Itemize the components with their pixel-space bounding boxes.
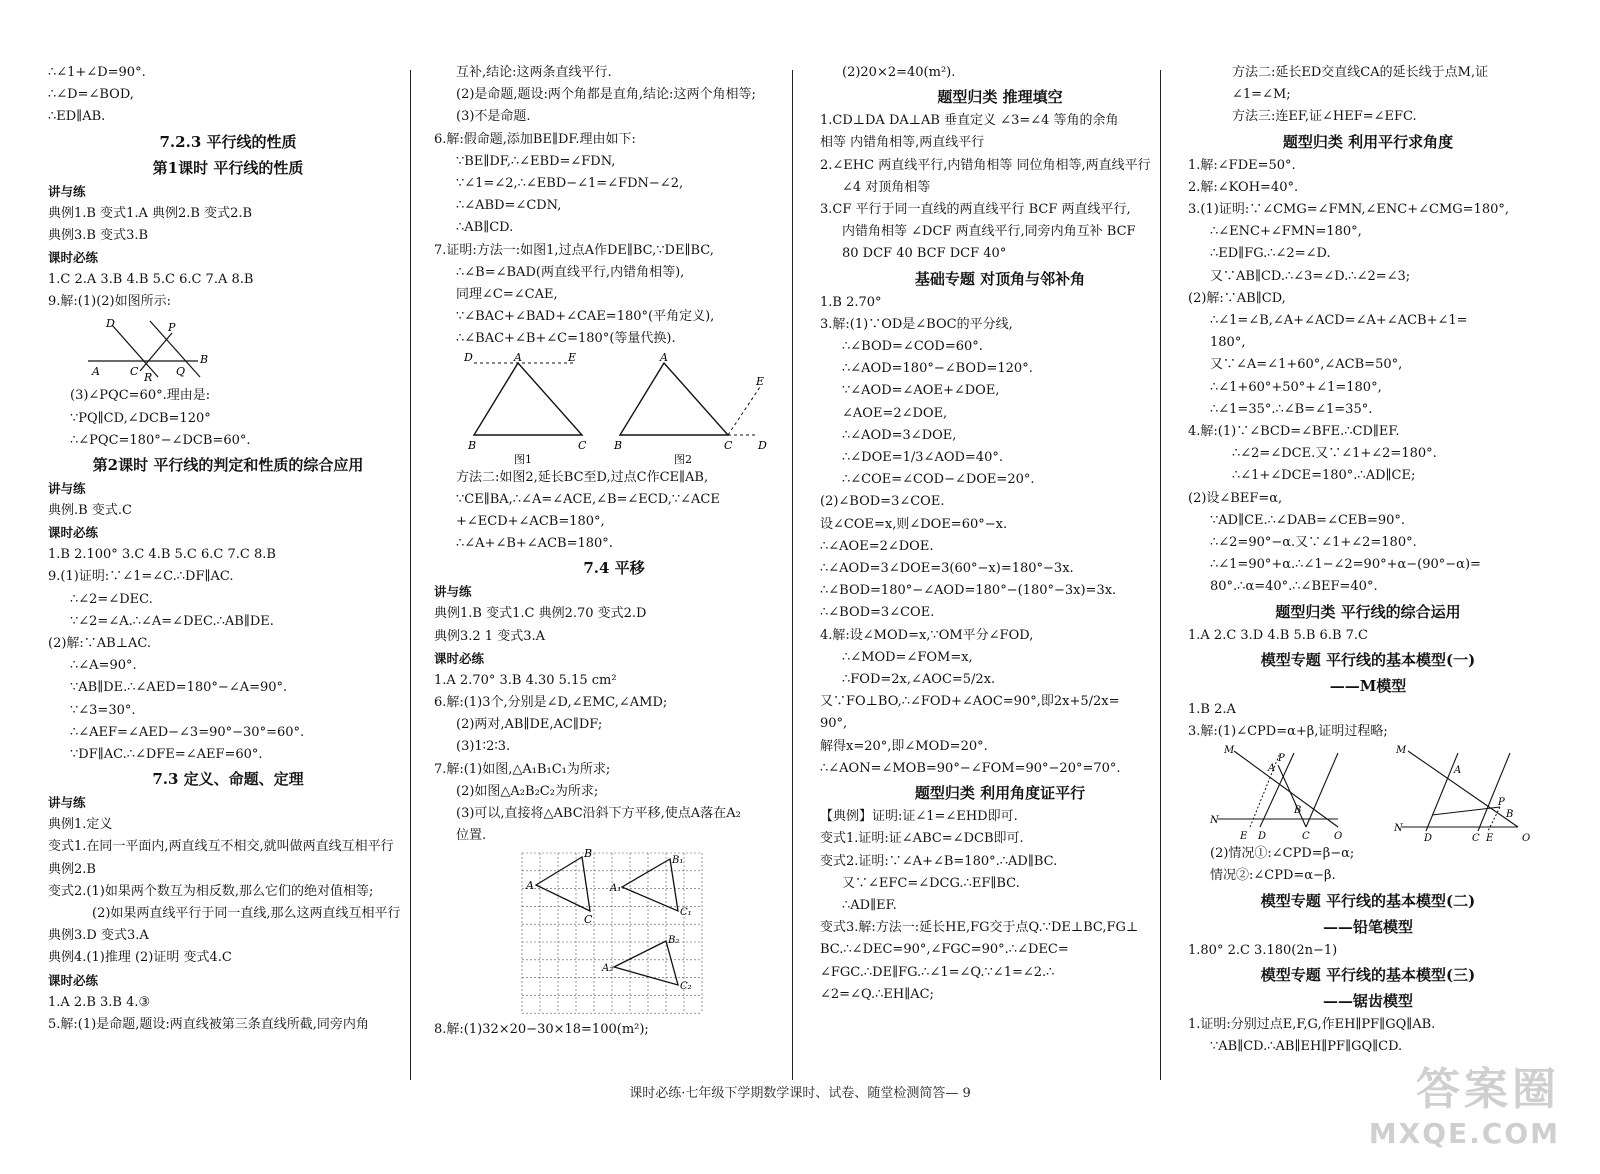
- answer-line: (2)是命题,题设:两个角都是直角,结论:这两个角相等;: [456, 87, 756, 103]
- fig1-label: B: [200, 353, 208, 367]
- fig3-label: B₂: [668, 935, 680, 947]
- fig4-label: B: [1506, 809, 1514, 821]
- answer-line: ∴∠BOD=∠COD=60°.: [842, 339, 983, 355]
- answer-line: 180°,: [1210, 335, 1246, 351]
- answer-line: 典例4.(1)推理 (2)证明 变式4.C: [48, 950, 232, 966]
- section-heading: ——锯齿模型: [1322, 991, 1413, 1010]
- answer-line: 7.证明:方法一:如图1,过点A作DE∥BC,∵DE∥BC,: [434, 242, 714, 258]
- subsection-label: 课时必练: [48, 250, 99, 266]
- section-heading: 题型归类 平行线的综合运用: [1275, 602, 1461, 621]
- answer-line: ∴∠BOD=180°−∠AOD=180°−(180°−3x)=3x.: [820, 583, 1117, 599]
- answer-line: 1.80° 2.C 3.180(2n−1): [1188, 942, 1338, 958]
- answer-line: ∵∠2=∠A.∴∠A=∠DEC.∴AB∥DE.: [70, 613, 274, 629]
- answer-line: ∴AB∥CD.: [456, 220, 514, 236]
- answer-line: ∵PQ∥CD,∠DCB=120°: [70, 410, 211, 426]
- answer-line: 变式2.证明:∵∠A+∠B=180°.∴AD∥BC.: [820, 853, 1058, 869]
- answer-line: 变式2.(1)如果两个数互为相反数,那么它们的绝对值相等;: [48, 883, 374, 899]
- answer-line: 解得x=20°,即∠MOD=20°.: [820, 738, 988, 754]
- answer-line: 1.证明:分别过点E,F,G,作EH∥PF∥GQ∥AB.: [1188, 1016, 1436, 1032]
- answer-line: (2)∠BOD=3∠COE.: [820, 494, 945, 510]
- fig2-caption: 图2: [674, 452, 692, 465]
- answer-line: ∠AOE=2∠DOE,: [842, 405, 948, 421]
- answer-line: 又∵AB∥CD.∴∠3=∠D.∴∠2=∠3;: [1210, 268, 1411, 284]
- answer-line: ∴AD∥EF.: [842, 897, 897, 913]
- answer-line: 1.解:∠FDE=50°.: [1188, 157, 1296, 173]
- fig4-label: M: [1224, 745, 1235, 757]
- answer-line: (2)解:∵AB⊥AC.: [48, 636, 151, 652]
- figure-m-model: [1188, 745, 1548, 841]
- answer-line: 内错角相等 ∠DCF 两直线平行,同旁内角互补 BCF: [842, 224, 1136, 240]
- subsection-label: 讲与练: [48, 795, 86, 811]
- answer-line: 方法三:连EF,证∠HEF=∠EFC.: [1232, 109, 1417, 125]
- fig4-label: M: [1396, 745, 1407, 757]
- answer-line: ∴∠ENC+∠FMN=180°,: [1210, 224, 1362, 240]
- fig1-label: P: [168, 321, 176, 335]
- answer-line: 变式1.在同一平面内,两直线互不相交,就叫做两直线互相平行: [48, 839, 394, 855]
- fig2-label: C: [578, 438, 587, 452]
- fig2-label: A: [514, 352, 522, 364]
- fig2-label: D: [464, 352, 473, 364]
- answer-line: (2)解:∵AB∥CD,: [1188, 290, 1286, 306]
- fig4-label: D: [1258, 831, 1267, 842]
- answer-line: 1.A 2.B 3.B 4.③: [48, 994, 151, 1010]
- answer-line: +∠ECD+∠ACB=180°,: [456, 514, 605, 530]
- answer-line: ∴∠AOD=3∠DOE=3(60°−x)=180°−3x.: [820, 561, 1074, 577]
- answer-line: 1.C 2.A 3.B 4.B 5.C 6.C 7.A 8.B: [48, 272, 254, 288]
- fig3-label: C: [584, 913, 593, 927]
- answer-line: (3)不是命题.: [456, 109, 531, 125]
- answer-line: ∴∠2=∠DCE.又∵∠1+∠2=180°.: [1232, 446, 1437, 462]
- answer-line: ∵∠3=30°.: [70, 702, 136, 718]
- watermark-bottom: MXQE.COM: [1368, 1117, 1560, 1150]
- answer-line: ∴∠MOD=∠FOM=x,: [842, 649, 973, 665]
- subsection-label: 讲与练: [48, 183, 86, 199]
- answer-line: 典例3.B 变式3.B: [48, 227, 149, 243]
- answer-line: ∴∠2=∠DEC.: [70, 591, 153, 607]
- answer-line: 典例2.B: [48, 861, 96, 877]
- answer-line: 1.A 2.C 3.D 4.B 5.B 6.B 7.C: [1188, 627, 1368, 643]
- answer-line: 情况②:∠CPD=α−β.: [1210, 868, 1336, 884]
- fig2-label: A: [660, 352, 668, 364]
- answer-line: ∴∠1=90°+α.∴∠1−∠2=90°+α−(90°−α)=: [1210, 557, 1481, 573]
- answer-line: (2)两对,AB∥DE,AC∥DF;: [456, 717, 603, 733]
- answer-line: ∠4 对顶角相等: [842, 179, 931, 195]
- answer-line: ∴∠AON=∠MOB=90°−∠FOM=90°−20°=70°.: [820, 760, 1121, 776]
- answer-line: ∴∠B=∠BAD(两直线平行,内错角相等),: [456, 264, 685, 280]
- fig4-label: P: [1278, 753, 1285, 765]
- answer-line: ∴∠AOE=2∠DOE.: [820, 538, 934, 554]
- column-divider: [410, 70, 411, 1080]
- answer-line: ∵AB∥CD.∴AB∥EH∥PF∥GQ∥CD.: [1210, 1039, 1403, 1055]
- answer-line: 又∵∠A=∠1+60°,∠ACB=50°,: [1210, 357, 1403, 373]
- answer-line: ∵∠1=∠2,∴∠EBD−∠1=∠FDN−∠2,: [456, 176, 684, 192]
- subsection-label: 课时必练: [434, 650, 485, 666]
- answer-line: ∵AB∥DE.∴∠AED=180°−∠A=90°.: [70, 680, 288, 696]
- section-heading: 模型专题 平行线的基本模型(一): [1260, 650, 1476, 669]
- fig4-label: B: [1294, 805, 1302, 817]
- answer-line: 变式1.证明:证∠ABC=∠DCB即可.: [820, 831, 1024, 847]
- answer-line: ∴∠AOD=180°−∠BOD=120°.: [842, 361, 1033, 377]
- answer-line: (2)20×2=40(m²).: [842, 65, 956, 80]
- column-3: [820, 62, 1180, 1006]
- answer-line: 4.解:设∠MOD=x,∵OM平分∠FOD,: [820, 627, 1034, 643]
- answer-line: 1.B 2.100° 3.C 4.B 5.C 6.C 7.C 8.B: [48, 547, 276, 563]
- answer-line: 典例1.B 变式1.C 典例2.70 变式2.D: [434, 606, 647, 622]
- fig3-label: C₁: [680, 907, 692, 919]
- answer-line: ∴∠BOD=3∠COE.: [820, 605, 935, 621]
- column-1: [48, 62, 408, 1036]
- answer-line: 3.解:(1)∠CPD=α+β,证明过程略;: [1188, 724, 1388, 740]
- answer-line: ∠1=∠M;: [1232, 87, 1291, 103]
- subsection-label: 讲与练: [48, 481, 86, 497]
- answer-line: 同理∠C=∠CAE,: [456, 287, 558, 303]
- column-2: [434, 62, 794, 1042]
- answer-line: 80°.∴α=40°.∴∠BEF=40°.: [1210, 579, 1378, 595]
- answer-line: ∴∠ABD=∠CDN,: [456, 198, 562, 214]
- answer-line: ∴FOD=2x,∠AOC=5/2x.: [842, 672, 996, 688]
- fig4-label: A: [1268, 763, 1276, 775]
- answer-line: ∵CE∥BA,∴∠A=∠ACE,∠B=∠ECD,∵∠ACE: [456, 491, 720, 507]
- answer-line: 方法二:延长ED交直线CA的延长线于点M,证: [1232, 65, 1489, 80]
- fig1-label: D: [106, 317, 115, 331]
- fig2-caption: 图1: [514, 452, 532, 465]
- answer-line: 1.CD⊥DA DA⊥AB 垂直定义 ∠3=∠4 等角的余角: [820, 113, 1119, 129]
- answer-line: 1.B 2.A: [1188, 701, 1236, 717]
- figure-triangles: [434, 353, 794, 465]
- answer-line: 80 DCF 40 BCF DCF 40°: [842, 246, 1007, 262]
- answer-line: ∴∠PQC=180°−∠DCB=60°.: [70, 432, 251, 448]
- answer-line: 变式3.解:方法一:延长HE,FG交于点Q.∵DE⊥BC,FG⊥: [820, 920, 1139, 936]
- answer-line: ∴∠AEF=∠AED−∠3=90°−30°=60°.: [70, 724, 305, 740]
- answer-line: (3)∠PQC=60°.理由是:: [70, 388, 211, 404]
- answer-line: (2)如果两直线平行于同一直线,那么这两直线互相平行: [92, 906, 401, 922]
- answer-line: (3)可以,直接将△ABC沿斜下方平移,使点A落在A₂: [456, 806, 741, 822]
- fig4-label: N: [1210, 815, 1219, 827]
- answer-line: ∵∠AOD=∠AOE+∠DOE,: [842, 383, 1000, 399]
- answer-line: (2)设∠BEF=α,: [1188, 490, 1283, 506]
- answer-line: ∴∠1+∠D=90°.: [48, 65, 146, 80]
- section-heading: 模型专题 平行线的基本模型(三): [1260, 965, 1476, 984]
- section-heading: 第1课时 平行线的性质: [152, 158, 304, 177]
- answer-line: 8.解:(1)32×20−30×18=100(m²);: [434, 1022, 649, 1038]
- answer-line: 9.解:(1)(2)如图所示:: [48, 294, 171, 310]
- answer-line: 7.解:(1)如图,△A₁B₁C₁为所求;: [434, 761, 611, 777]
- section-heading: ——M模型: [1329, 676, 1407, 695]
- fig3-label: A: [526, 879, 534, 893]
- answer-line: 90°,: [820, 716, 848, 732]
- watermark-logo: [1369, 1053, 1560, 1150]
- figure-grid-translation: [434, 849, 794, 1017]
- answer-line: ∴∠2=90°−α.又∵∠1+∠2=180°.: [1210, 535, 1417, 551]
- fig4-label: P: [1498, 797, 1505, 809]
- answer-line: ∴ED∥FG.∴∠2=∠D.: [1210, 246, 1331, 262]
- fig4-label: C: [1302, 831, 1310, 842]
- answer-line: 方法二:如图2,延长BC至D,过点C作CE∥AB,: [456, 469, 709, 485]
- section-heading: ——铅笔模型: [1322, 917, 1413, 936]
- answer-line: ∴∠A+∠B+∠ACB=180°.: [456, 536, 613, 552]
- answer-line: ∴∠DOE=1/3∠AOD=40°.: [842, 450, 1003, 466]
- answer-line: 6.解:(1)3个,分别是∠D,∠EMC,∠AMD;: [434, 695, 668, 711]
- answer-line: 设∠COE=x,则∠DOE=60°−x.: [820, 516, 1008, 532]
- fig1-label: Q: [176, 365, 186, 379]
- fig2-label: B: [614, 438, 623, 452]
- fig2-label: D: [758, 438, 767, 452]
- answer-line: 相等 内错角相等,两直线平行: [820, 135, 985, 151]
- answer-line: 典例.B 变式.C: [48, 503, 132, 519]
- fig1-label: C: [130, 365, 139, 379]
- answer-line: 6.解:假命题,添加BE∥DF.理由如下:: [434, 131, 636, 147]
- section-heading: 基础专题 对顶角与邻补角: [914, 269, 1086, 288]
- answer-line: 1.B 2.70°: [820, 294, 882, 310]
- fig3-label: B: [584, 849, 593, 861]
- answer-line: 【典例】证明:证∠1=∠EHD即可.: [820, 809, 1018, 825]
- answer-line: ∴∠1=35°.∴∠B=∠1=35°.: [1210, 401, 1373, 417]
- answer-line: ∴∠1=∠B,∠A+∠ACD=∠A+∠ACB+∠1=: [1210, 313, 1468, 329]
- subsection-label: 课时必练: [48, 525, 99, 541]
- answer-line: ∴∠1+∠DCE=180°.∴AD∥CE;: [1232, 468, 1416, 484]
- fig3-label: B₁: [672, 855, 684, 867]
- answer-line: (2)如图△A₂B₂C₂为所求;: [456, 783, 599, 799]
- answer-line: 5.解:(1)是命题,题设:两直线被第三条直线所截,同旁内角: [48, 1016, 369, 1032]
- fig3-label: A₁: [610, 883, 622, 895]
- fig4-label: E: [1486, 833, 1494, 842]
- answer-line: 9.(1)证明:∵∠1=∠C.∴DF∥AC.: [48, 569, 234, 585]
- answer-line: 2.解:∠KOH=40°.: [1188, 179, 1299, 195]
- answer-line: ∴ED∥AB.: [48, 109, 106, 125]
- fig4-label: N: [1394, 823, 1403, 835]
- page-footer: 课时必练·七年级下学期数学课时、试卷、随堂检测简答— 9: [629, 1086, 971, 1101]
- fig4-label: D: [1424, 833, 1433, 842]
- fig4-label: O: [1522, 833, 1531, 842]
- section-heading: 7.4 平移: [583, 559, 645, 578]
- fig3-label: C₂: [680, 981, 692, 993]
- section-heading: 7.2.3 平行线的性质: [159, 132, 297, 151]
- section-heading: 7.3 定义、命题、定理: [152, 770, 304, 789]
- answer-line: (3)1∶2∶3.: [456, 739, 511, 755]
- answer-line: ∵DF∥AC.∴∠DFE=∠AEF=60°.: [70, 747, 263, 763]
- answer-line: 3.解:(1)∵OD是∠BOC的平分线,: [820, 316, 1013, 332]
- answer-line: ∵∠BAC+∠BAD+∠CAE=180°(平角定义),: [456, 309, 715, 325]
- subsection-label: 课时必练: [48, 972, 99, 988]
- fig2-label: B: [468, 438, 477, 452]
- answer-line: ∴∠COE=∠COD−∠DOE=20°.: [842, 472, 1035, 488]
- fig1-label: R: [144, 371, 153, 384]
- fig4-label: O: [1334, 831, 1343, 842]
- fig2-label: C: [724, 438, 733, 452]
- column-4: [1188, 62, 1548, 1058]
- answer-line: 典例3.2 1 变式3.A: [434, 628, 546, 644]
- answer-line: 3.(1)证明:∵∠CMG=∠FMN,∠ENC+∠CMG=180°,: [1188, 202, 1509, 218]
- answer-line: 典例1.B 变式1.A 典例2.B 变式2.B: [48, 205, 253, 221]
- fig3-label: A₂: [602, 963, 614, 975]
- answer-line: 典例1.定义: [48, 817, 113, 833]
- answer-line: ∴∠A=90°.: [70, 658, 137, 674]
- fig4-label: C: [1472, 833, 1480, 842]
- answer-line: 又∵FO⊥BO,∴∠FOD+∠AOC=90°,即2x+5/2x=: [820, 694, 1120, 710]
- answer-line: ∴∠1+60°+50°+∠1=180°,: [1210, 379, 1382, 395]
- section-heading: 第2课时 平行线的判定和性质的综合应用: [92, 456, 364, 475]
- answer-line: 2.∠EHC 两直线平行,内错角相等 同位角相等,两直线平行: [820, 157, 1151, 173]
- answer-line: 3.CF 平行于同一直线的两直线平行 BCF 两直线平行,: [820, 202, 1131, 218]
- figure-lines-pq: [48, 315, 208, 383]
- answer-line: ∴∠AOD=3∠DOE,: [842, 427, 957, 443]
- section-heading: 模型专题 平行线的基本模型(二): [1260, 891, 1476, 910]
- answer-line: (2)情况①:∠CPD=β−α;: [1210, 846, 1355, 862]
- section-heading: 题型归类 推理填空: [937, 88, 1063, 107]
- answer-line: ∵BE∥DF,∴∠EBD=∠FDN,: [456, 153, 616, 169]
- answer-line: 1.A 2.70° 3.B 4.30 5.15 cm²: [434, 672, 617, 688]
- answer-line: ∴∠D=∠BOD,: [48, 87, 134, 103]
- fig2-label: E: [568, 352, 577, 364]
- fig4-label: E: [1240, 831, 1248, 842]
- fig4-label: A: [1454, 765, 1462, 777]
- answer-line: 4.解:(1)∵∠BCD=∠BFE.∴CD∥EF.: [1188, 424, 1400, 440]
- fig1-label: A: [92, 365, 100, 379]
- fig2-label: E: [756, 374, 765, 388]
- answer-line: 典例3.D 变式3.A: [48, 928, 149, 944]
- answer-line: ∵AD∥CE.∴∠DAB=∠CEB=90°.: [1210, 512, 1406, 528]
- answer-line: ∠FGC.∴DE∥FG.∴∠1=∠Q.∵∠1=∠2.∴: [820, 964, 1055, 980]
- answer-line: BC.∴∠DEC=90°,∠FGC=90°.∴∠DEC=: [820, 942, 1069, 958]
- answer-line: ∴∠BAC+∠B+∠C=180°(等量代换).: [456, 331, 676, 347]
- subsection-label: 讲与练: [434, 584, 472, 600]
- section-heading: 题型归类 利用角度证平行: [914, 784, 1086, 803]
- section-heading: 题型归类 利用平行求角度: [1282, 132, 1454, 151]
- watermark-top: 答案圈: [1416, 1064, 1560, 1115]
- answer-line: 位置.: [456, 828, 487, 844]
- answer-line: ∠2=∠Q.∴EH∥AC;: [820, 986, 934, 1002]
- answer-line: 互补,结论:这两条直线平行.: [456, 65, 612, 80]
- answer-line: 又∵∠EFC=∠DCG.∴EF∥BC.: [842, 875, 1020, 891]
